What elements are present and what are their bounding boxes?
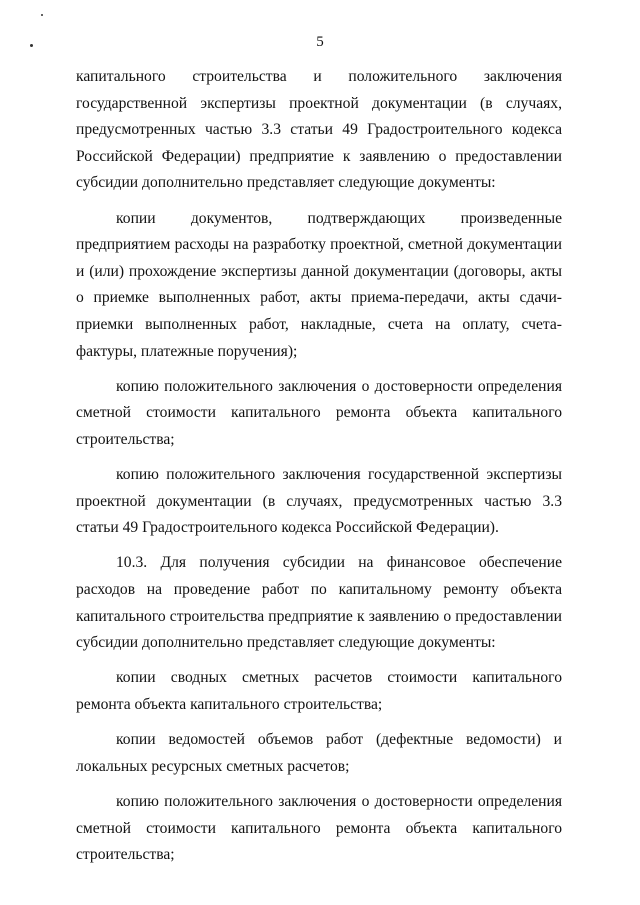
paragraph: копию положительного заключения государственной экспертизы проектной документации (в случаях, предусмотренных частью 3.3 статьи 49 Градостроительного кодекса Российской Федерации).: [76, 466, 562, 537]
paragraph: копию положительного заключения о достоверности определения сметной стоимости капитального ремонта объекта капитального строительства;: [76, 793, 562, 864]
paragraph: копии документов, подтверждающих произведенные предприятием расходы на разработку проектной, сметной документации и (или) прохождение экспертизы данной документации (договоры, акты о приемке выполненных работ, акты приема-передачи, акты сдачи-приемки выполненных работ, накладные, счета на оплату, счета-фактуры, платежные поручения);: [76, 209, 562, 360]
paragraph: копию положительного заключения о достоверности определения сметной стоимости капитального ремонта объекта капитального строительства;: [76, 377, 562, 448]
paragraph: копии сводных сметных расчетов стоимости капитального ремонта объекта капитального строительства;: [76, 669, 562, 714]
document-body: [76, 64, 562, 877]
page-number: 5: [316, 34, 324, 50]
paragraph-continuation: капитального строительства и положительного заключения государственной экспертизы проектной документации (в случаях, предусмотренных частью 3.3 статьи 49 Градостроительного кодекса Российской Федерации) предприятие к заявлению о предоставлении субсидии дополнительно представляет следующие документы:: [76, 68, 562, 192]
scan-speck: [41, 14, 43, 16]
paragraph: копии ведомостей объемов работ (дефектные ведомости) и локальных ресурсных сметных расчетов;: [76, 731, 562, 775]
paragraph-clause-10-3: 10.3. Для получения субсидии на финансовое обеспечение расходов на проведение работ по капитальному ремонту объекта капитального строительства предприятие к заявлению о предоставлении субсидии дополнительно представляет следующие документы:: [76, 554, 562, 652]
